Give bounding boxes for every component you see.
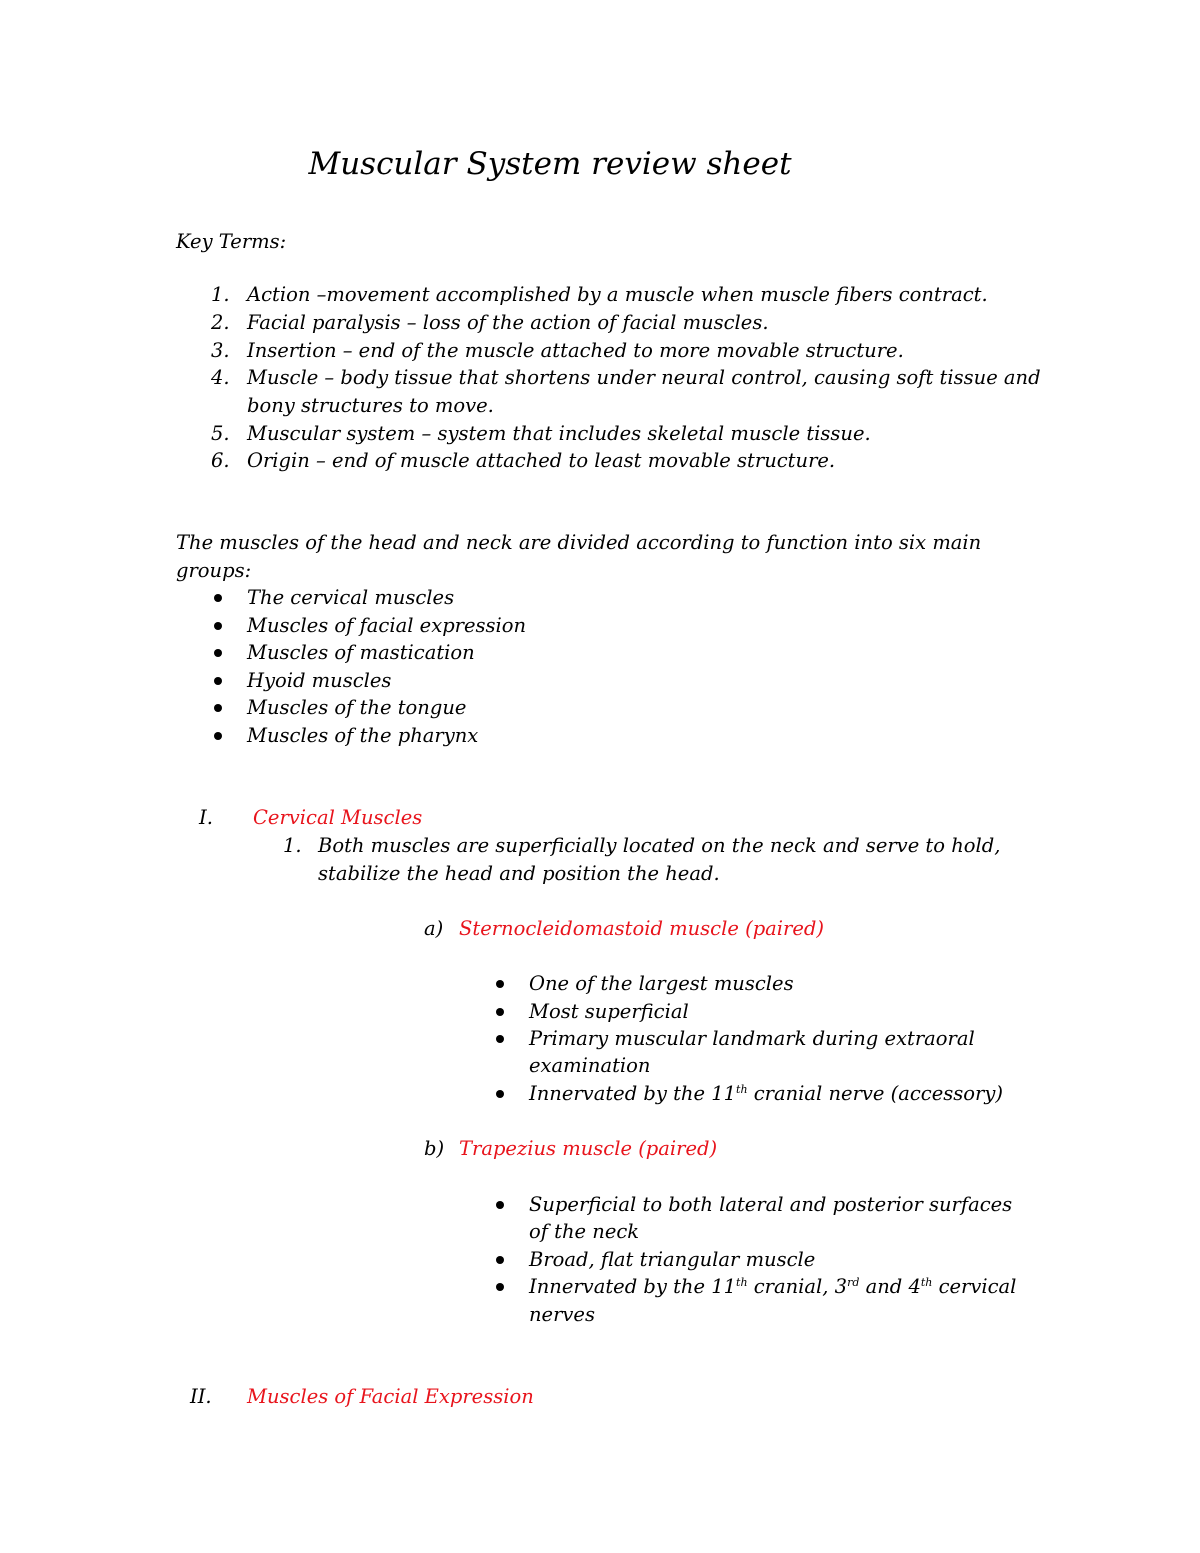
group-item: Muscles of the tongue [247,696,467,719]
trapezius-innervation-line2: nerves [529,1303,595,1326]
text-run: cranial nerve (accessory) [747,1082,1003,1105]
groups-intro-line2: groups: [176,559,252,582]
key-term-3: Insertion – end of the muscle attached to more movable structure. [247,339,904,362]
key-term-4-line1: Muscle – body tissue that shortens under neural control, causing soft tissue and [247,366,1041,389]
text-run: cervical [932,1275,1017,1298]
bullet-icon [496,1256,504,1264]
group-item: The cervical muscles [247,586,455,609]
section-numeral: I. [199,806,213,829]
bullet-icon [214,732,222,740]
group-item: Hyoid muscles [247,669,392,692]
group-item: Muscles of mastication [247,641,475,664]
section-heading-cervical: Cervical Muscles [253,806,423,829]
sub-letter: b) [424,1137,445,1160]
group-item: Muscles of facial expression [247,614,527,637]
bullet-icon [496,1090,504,1098]
text-run: Innervated by the 11 [529,1082,737,1105]
bullet-icon [214,677,222,685]
subheading-sternocleidomastoid: Sternocleidomastoid muscle (paired) [459,917,824,940]
section-heading-facial-expression: Muscles of Facial Expression [247,1385,534,1408]
list-item-number: 2. [211,311,230,334]
superscript: rd [847,1276,860,1289]
sub-letter: a) [424,917,444,940]
trapezius-fact: Broad, flat triangular muscle [529,1248,816,1271]
text-run: Innervated by the 11 [529,1275,737,1298]
page-title: Muscular System review sheet [308,146,792,182]
bullet-icon [214,594,222,602]
key-term-1: Action –movement accomplished by a muscle when muscle fibers contract. [247,283,988,306]
list-item-number: 1. [211,283,230,306]
key-term-5: Muscular system – system that includes skeletal muscle tissue. [247,422,871,445]
bullet-icon [496,1201,504,1209]
scm-fact-line1: Primary muscular landmark during extraoral [529,1027,975,1050]
superscript: th [920,1276,933,1289]
text-run: and 4 [859,1275,921,1298]
key-term-4-line2: bony structures to move. [247,394,494,417]
list-item-number: 1. [283,834,302,857]
superscript: th [736,1083,748,1096]
section1-point-line1: Both muscles are superficially located on the neck and serve to hold, [318,834,1001,857]
superscript: th [736,1276,748,1289]
bullet-icon [496,1008,504,1016]
list-item-number: 6. [211,449,230,472]
group-item: Muscles of the pharynx [247,724,479,747]
bullet-icon [214,704,222,712]
list-item-number: 4. [211,366,230,389]
text-run: cranial, 3 [747,1275,848,1298]
bullet-icon [214,649,222,657]
scm-fact-line2: examination [529,1054,651,1077]
section-numeral: II. [190,1385,212,1408]
trapezius-fact-line1: Superficial to both lateral and posterior surfaces [529,1193,1013,1216]
scm-fact: Most superficial [529,1000,689,1023]
bullet-icon [496,1283,504,1291]
section1-point-line2: stabilize the head and position the head. [318,862,720,885]
list-item-number: 5. [211,422,230,445]
bullet-icon [214,622,222,630]
key-term-2: Facial paralysis – loss of the action of facial muscles. [247,311,769,334]
list-item-number: 3. [211,339,230,362]
bullet-icon [496,980,504,988]
groups-intro-line1: The muscles of the head and neck are divided according to function into six main [176,531,982,554]
scm-innervation [529,1080,1003,1107]
scm-fact: One of the largest muscles [529,972,794,995]
subheading-trapezius: Trapezius muscle (paired) [459,1137,718,1160]
trapezius-fact-line2: of the neck [529,1220,640,1243]
key-terms-heading: Key Terms: [176,230,287,253]
trapezius-innervation [529,1273,1016,1300]
bullet-icon [496,1035,504,1043]
key-term-6: Origin – end of muscle attached to least movable structure. [247,449,836,472]
